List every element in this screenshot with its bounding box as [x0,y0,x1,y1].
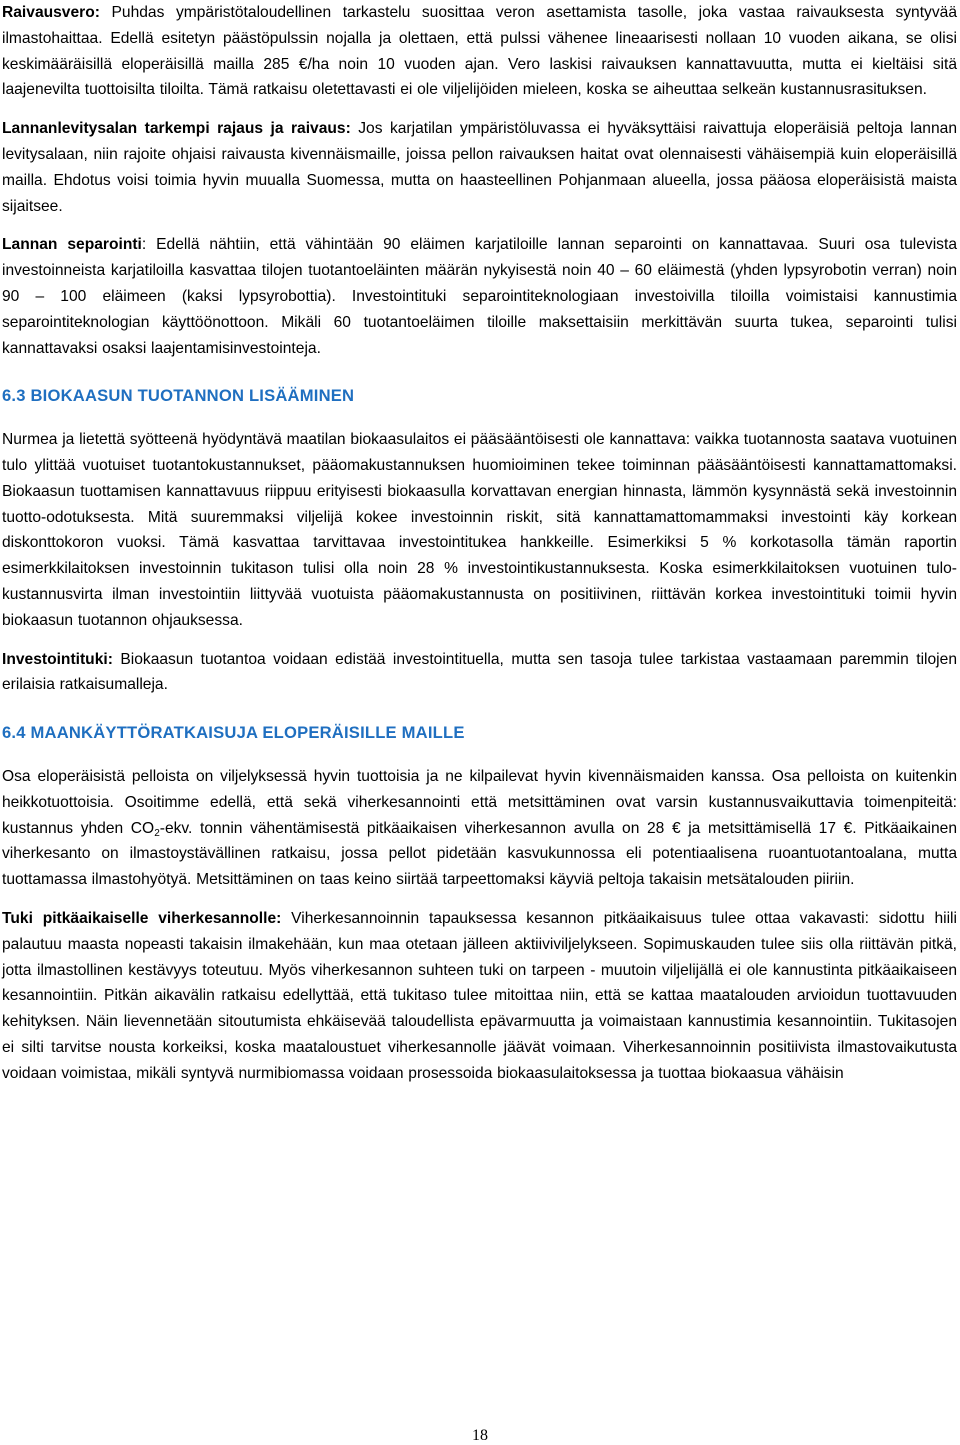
section-heading-6-4 [2,720,957,746]
paragraph-eloperaiset-pellot [2,764,957,893]
paragraph-label: Lannanlevitysalan tarkempi rajaus ja raivaus: [2,120,351,138]
subscript-2: 2 [154,827,160,839]
paragraph-raivausvero [2,0,957,103]
paragraph-biokaasu [2,427,957,633]
paragraph-label: Tuki pitkäaikaiselle viherkesannolle: [2,909,282,927]
paragraph-text: Biokaasun tuotantoa voidaan edistää investointituella, mutta sen tasoja tulee tarkistaa vastaamaan paremmin tilojen erilaisia ratkaisumalleja. [2,650,957,694]
section-heading-6-3 [2,383,957,409]
document-page [2,0,957,1086]
paragraph-label: Raivausvero: [2,4,100,21]
paragraph-text: Puhdas ympäristötaloudellinen tarkastelu suosittaa veron asettamista tasolle, joka vastaa raivauksesta syntyvää ilmastohaittaa. Edellä esitetyn päästöpulssin nojalla ja olettaen, että pulssi vähenee lineaarisesti nollaan 10 vuoden aikana, se olisi keskimääräisillä eloperäisillä mailla 285 €/ha noin 10 vuoden ajan. Vero laskisi raivauksen kannattavuutta, mutta ei kieltäisi sitä laajenevilta tuottoisilta tiloilta. Tämä ratkaisu oletettavasti ei ole viljelijöiden mieleen, koska se aiheuttaa selkeän kustannusrasituksen. [2,4,957,99]
paragraph-lannanlevitysala [2,116,957,219]
paragraph-text: : Edellä nähtiin, että vähintään 90 eläimen karjatiloille lannan separointi on kannattavaa. Suuri osa tulevista investoinneista karjatiloilla kasvattaa tilojen tuotantoeläinten määrän nykyisestä noin 40 – 60 eläimestä (yhden lypsyrobotin verran) noin 90 – 100 eläimeen (kaksi lypsyrobottia). Investointituki separointiteknologiaan investoivilla tiloilla voimistaisi kannustimia separointiteknologian käyttöönottoon. Mikäli 60 tuotantoeläimen tiloille maksettaisiin merkittävän suurta tukea, separointi tulisi kannattavaksi osaksi laajentamisinvestointeja. [2,236,957,357]
section-number: 6.4 [2,723,26,743]
page-number: 18 [472,1427,488,1444]
paragraph-label: Investointituki: [2,650,113,668]
paragraph-lannan-separointi [2,232,957,361]
section-title: BIOKAASUN TUOTANNON LISÄÄMINEN [25,386,355,406]
paragraph-text: Osa eloperäisistä pelloista on viljelyksessä hyvin tuottoisia ja ne kilpailevat hyvin kivennäismaiden kanssa. Osa pelloista on kuitenkin heikkotuottoisia. Osoitimme edellä, että sekä viherkesannointi että metsittäminen ovat varsin kustannusvaikuttavia toimenpiteitä: kustannus yhden CO [2,767,957,837]
paragraph-label: Lannan separointi [2,236,142,254]
section-number: 6.3 [2,386,26,406]
paragraph-text: Jos karjatilan ympäristöluvassa ei hyväksyttäisi raivattuja eloperäisiä peltoja lannan levitysalaan, niin rajoite ohjaisi raivausta kivennäismaille, joissa pellon raivauksen haitat ovat olennaisesti vähäisempiä kuin eloperäisillä mailla. Ehdotus voisi toimia hyvin muualla Suomessa, mutta on haasteellinen Pohjanmaan alueella, jossa pääosa eloperäisistä maista sijaitsee. [2,120,957,215]
paragraph-viherkesanto-tuki [2,906,957,1087]
section-title: MAANKÄYTTÖRATKAISUJA ELOPERÄISILLE MAILLE [25,723,465,743]
paragraph-investointituki [2,647,957,699]
paragraph-text: Nurmea ja lietettä syötteenä hyödyntävä maatilan biokaasulaitos ei pääsääntöisesti ole kannattava: vaikka tuotannosta saatava vuotuinen tulo ylittää vuotuiset tuotantokustannukset, pääomakustannuksen huomioiminen tekee toiminnan pääsääntöisesti kannattamattomaksi. Biokaasun tuottamisen kannattavuus riippuu erityisesti biokaasulla korvattavan energian hinnasta, lämmön kysynnästä sekä investoinnin tuotto-odotuksesta. Mitä suuremmaksi viljelijä kokee investoinnin riskit, sitä kannattamattomammaksi investointi käy korkean diskonttokoron vuoksi. Tämä kasvattaa tarvittavaa investointitukea hankkeille. Esimerkiksi 5 % korkotasolla tämän raportin esimerkkilaitoksen investoinnin tukitason tulisi olla noin 28 % investointikustannuksesta. Koska esimerkkilaitoksen vuotuinen tulo-kustannusvirta ilman investointiin liittyvää vuotuista pääomakustannusta on positiivinen, riittävän korkea investointituki toimii hyvin biokaasun tuotannon ohjauksessa. [2,431,957,629]
paragraph-text: Viherkesannoinnin tapauksessa kesannon pitkäaikaisuus tulee ottaa vakavasti: sidottu hiili palautuu maasta nopeasti takaisin ilmakehään, kun maa otetaan jälleen aktiiviviljelykseen. Sopimuskauden tulee siis olla riittävän pitkä, jotta ilmastollinen kestävyys toteutuu. Myös viherkesannon suhteen tuki on tarpeen - muutoin viljelijällä ei ole kannustinta pitkäaikaiseen kesannointiin. Pitkän aikavälin ratkaisu edellyttää, että tukitaso tulee mitoittaa niin, että se kattaa maatalouden arvioidun tuottavuuden kehityksen. Näin lievennetään sitoutumista ehkäisevää taloudellista epävarmuutta ja voimaistaan kannustimia kesannointiin. Tukitasojen ei silti tarvitse nousta korkeiksi, koska maataloustuet viherkesannolle jäävät voimaan. Viherkesannoinnin positiivista ilmastovaikutusta voidaan voimistaa, mikäli syntyvä nurmibiomassa voidaan prosessoida biokaasulaitoksessa ja tuottaa biokaasua vähäisin [2,909,957,1082]
paragraph-text-cont: -ekv. tonnin vähentämisestä pitkäaikaisen viherkesannon avulla on 28 € ja metsittämisellä 17 €. Pitkäaikainen viherkesanto on ilmastoystävällinen ratkaisu, jossa pellot pidetään kasvukunnossa eli potentiaalisena ruoantuotantoalana, mutta tuottamassa ilmastohyötyä. Metsittäminen on taas keino siirtää tarpeettomaksi käyviä peltoja takaisin metsätalouden piiriin. [2,819,958,889]
